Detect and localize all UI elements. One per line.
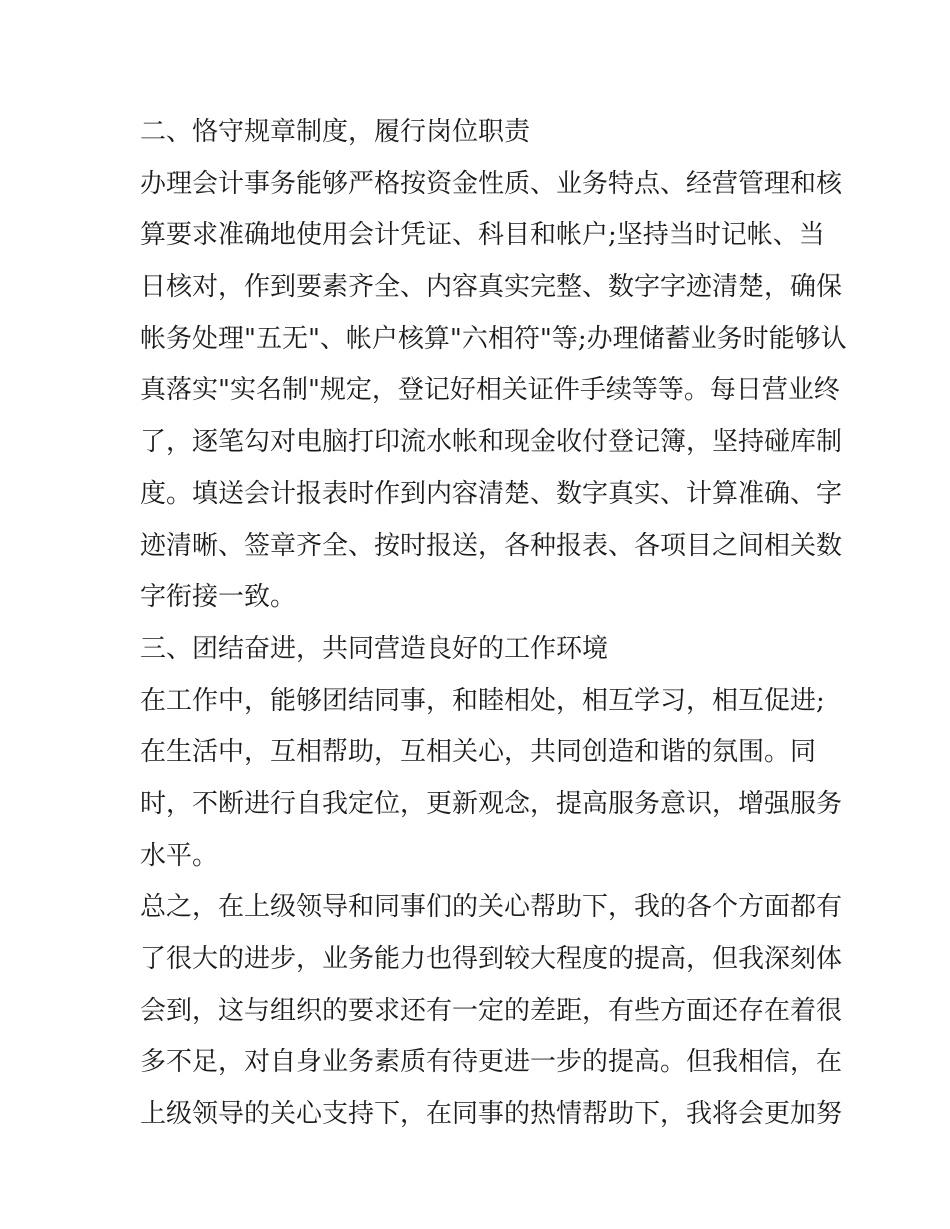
paragraph-line: 总之，在上级领导和同事们的关心帮助下，我的各个方面都有 <box>140 892 843 923</box>
paragraph-line: 算要求准确地使用会计凭证、科目和帐户;坚持当时记帐、当 <box>140 220 825 251</box>
paragraph-line: 办理会计事务能够严格按资金性质、业务特点、经营管理和核 <box>140 168 843 199</box>
paragraph-line: 上级领导的关心支持下，在同事的热情帮助下，我将会更加努 <box>140 1099 843 1130</box>
paragraph-line: 帐务处理"五无"、帐户核算"六相符"等;办理储蓄业务时能够认 <box>140 323 847 354</box>
section-heading-2: 二、恪守规章制度，履行岗位职责 <box>140 117 531 147</box>
paragraph-line: 多不足，对自身业务素质有待更进一步的提高。但我相信，在 <box>140 1047 843 1078</box>
document-body <box>140 107 847 1141</box>
paragraph-line: 时，不断进行自我定位，更新观念，提高服务意识，增强服务 <box>140 788 843 819</box>
paragraph-line: 水平。 <box>140 840 219 871</box>
paragraph-line: 真落实"实名制"规定，登记好相关证件手续等等。每日营业终 <box>140 375 840 406</box>
paragraph-line: 在工作中，能够团结同事，和睦相处，相互学习，相互促进; <box>140 685 825 716</box>
paragraph-line: 字衔接一致。 <box>140 582 297 613</box>
section-heading-3: 三、团结奋进，共同营造良好的工作环境 <box>140 633 609 664</box>
paragraph-line: 会到，这与组织的要求还有一定的差距，有些方面还存在着很 <box>140 995 843 1026</box>
paragraph-line: 度。填送会计报表时作到内容清楚、数字真实、计算准确、字 <box>140 478 843 509</box>
paragraph-line: 迹清晰、签章齐全、按时报送，各种报表、各项目之间相关数 <box>140 530 843 561</box>
paragraph-line: 了，逐笔勾对电脑打印流水帐和现金收付登记簿，坚持碰库制 <box>140 427 843 458</box>
paragraph-line: 在生活中，互相帮助，互相关心，共同创造和谐的氛围。同 <box>140 737 817 768</box>
paragraph-line: 日核对，作到要素齐全、内容真实完整、数字字迹清楚，确保 <box>140 272 843 303</box>
paragraph-line: 了很大的进步，业务能力也得到较大程度的提高，但我深刻体 <box>140 944 843 974</box>
